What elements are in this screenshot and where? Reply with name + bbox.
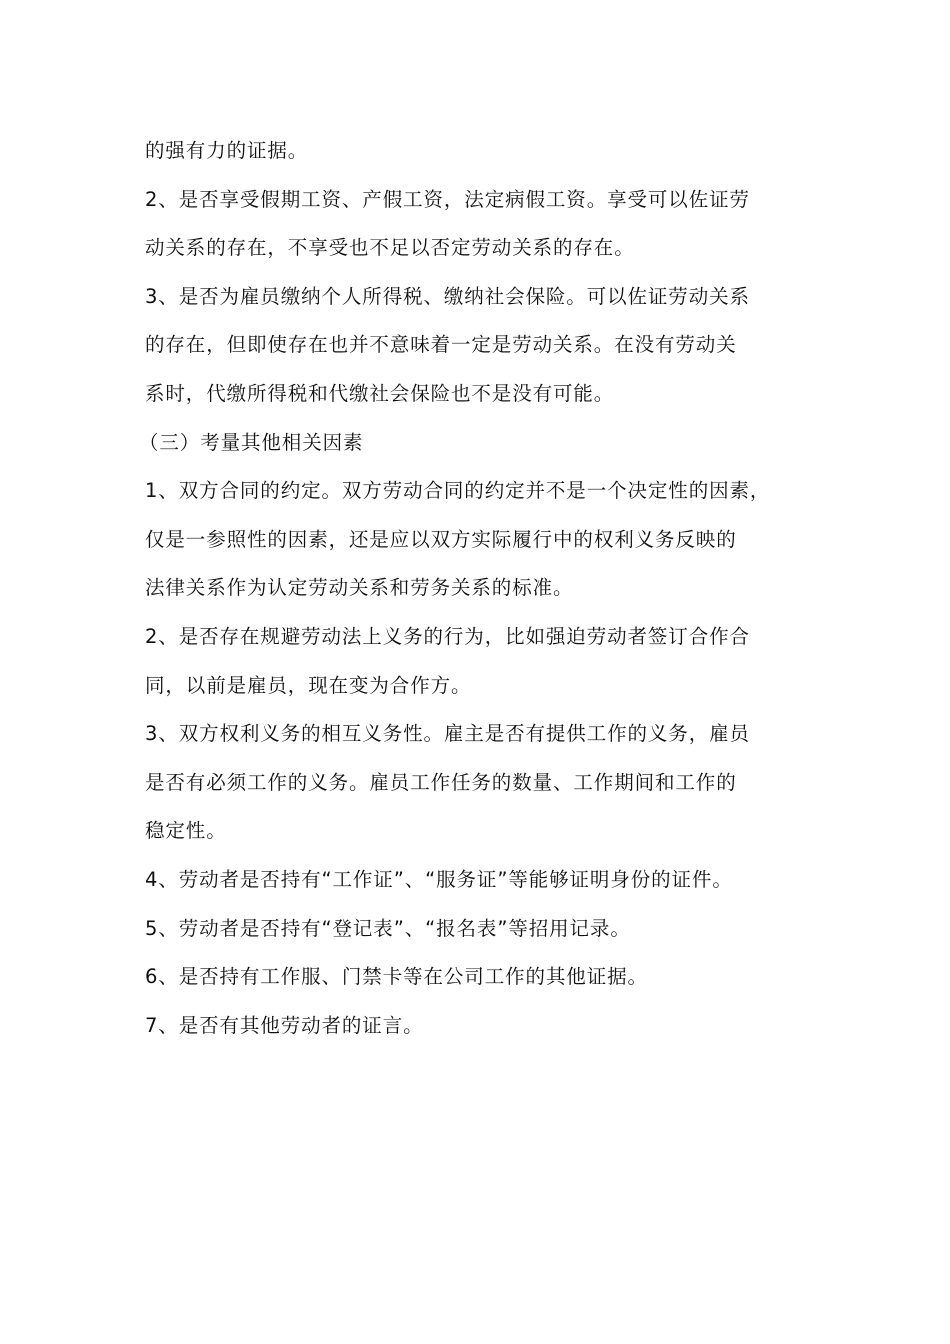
paragraph-factor-5-registration bbox=[145, 905, 825, 954]
paragraph-item-2-holiday-pay bbox=[145, 176, 825, 273]
text-line: 法律关系作为认定劳动关系和劳务关系的标准。 bbox=[145, 576, 574, 600]
text-line: 2、是否享受假期工资、产假工资，法定病假工资。享受可以佐证劳 bbox=[145, 187, 750, 211]
text-line: 5、劳动者是否持有“登记表”、“报名表”等招用记录。 bbox=[145, 916, 631, 940]
text-line: 的强有力的证据。 bbox=[145, 139, 309, 162]
paragraph-factor-2-evasion bbox=[145, 613, 825, 710]
text-line: 动关系的存在，不享受也不足以否定劳动关系的存在。 bbox=[145, 236, 635, 260]
heading-line: （三）考量其他相关因素 bbox=[139, 430, 364, 454]
text-line: 同，以前是雇员，现在变为合作方。 bbox=[145, 673, 472, 697]
document-body bbox=[139, 127, 825, 1050]
paragraph-factor-6-uniform bbox=[145, 953, 825, 1002]
paragraph-factor-1-contract bbox=[145, 467, 825, 613]
text-line: 系时，代缴所得税和代缴社会保险也不是没有可能。 bbox=[145, 381, 615, 405]
text-line: 7、是否有其他劳动者的证言。 bbox=[145, 1013, 424, 1037]
text-line: 的存在，但即使存在也并不意味着一定是劳动关系。在没有劳动关 bbox=[145, 333, 737, 357]
text-line: 6、是否持有工作服、门禁卡等在公司工作的其他证据。 bbox=[145, 965, 648, 989]
text-line: 3、是否为雇员缴纳个人所得税、缴纳社会保险。可以佐证劳动关系 bbox=[145, 284, 750, 308]
text-line: 仅是一参照性的因素，还是应以双方实际履行中的权利义务反映的 bbox=[145, 527, 737, 551]
text-line: 4、劳动者是否持有“工作证”、“服务证”等能够证明身份的证件。 bbox=[145, 867, 733, 891]
text-line: 1、双方合同的约定。双方劳动合同的约定并不是一个决定性的因素， bbox=[145, 479, 771, 503]
section-heading-other-factors bbox=[139, 419, 825, 468]
paragraph-factor-3-mutual-obligation bbox=[145, 710, 825, 856]
paragraph-continuation bbox=[145, 127, 825, 176]
text-line: 是否有必须工作的义务。雇员工作任务的数量、工作期间和工作的 bbox=[145, 770, 737, 794]
paragraph-item-3-tax-insurance bbox=[145, 273, 825, 419]
text-line: 3、双方权利义务的相互义务性。雇主是否有提供工作的义务，雇员 bbox=[145, 722, 750, 746]
text-line: 稳定性。 bbox=[145, 819, 227, 843]
text-line: 2、是否存在规避劳动法上义务的行为，比如强迫劳动者签订合作合 bbox=[145, 624, 750, 648]
paragraph-factor-7-testimony bbox=[145, 1002, 825, 1051]
paragraph-factor-4-id-certificate bbox=[145, 856, 825, 905]
